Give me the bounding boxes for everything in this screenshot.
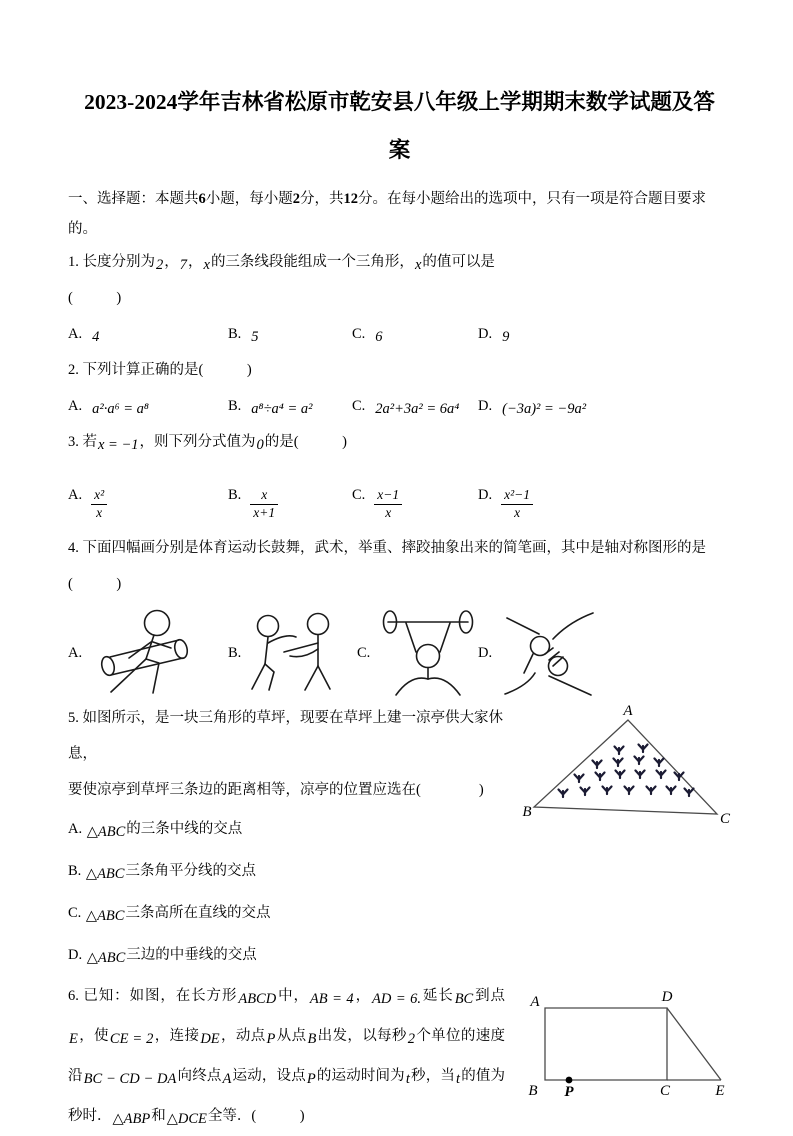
q3-stem: 3. 若x = −1，则下列分式值为0的是( ) xyxy=(68,434,347,453)
vertex-label-d: D xyxy=(661,989,673,1005)
option-label: D. xyxy=(478,326,493,342)
q5-option-b xyxy=(68,850,513,892)
option-content: △ABC三条角平分线的交点 xyxy=(85,863,256,882)
drum-dance-figure xyxy=(87,608,213,698)
option-content: $\frac{\text{x²}}{x}$ xyxy=(91,479,107,512)
q3-option-b xyxy=(228,479,352,520)
vertex-label-b: B xyxy=(528,1083,538,1099)
q2-options xyxy=(68,388,731,424)
q2-option-b xyxy=(228,388,352,424)
title-line-1: 2023-2024学年吉林省松原市乾安县八年级上学期期末数学试题及答 xyxy=(84,90,715,114)
q1-options xyxy=(68,316,731,352)
title-line-2: 案 xyxy=(388,138,411,162)
q3-option-d xyxy=(478,479,731,520)
question-5 xyxy=(68,700,731,976)
q3-options xyxy=(68,460,731,530)
option-label: C. xyxy=(68,905,82,921)
option-label: B. xyxy=(228,644,242,661)
option-label: B. xyxy=(68,863,82,879)
option-content: $\frac{x-1}{x}$ xyxy=(374,479,402,512)
option-content: △ABC三条高所在直线的交点 xyxy=(85,905,271,924)
q5-figure-column xyxy=(513,700,731,976)
q6-figure-column xyxy=(505,976,731,1136)
grass-tufts xyxy=(559,745,694,798)
question-2 xyxy=(68,352,731,424)
option-content: a⁸÷a⁴ = a² xyxy=(251,401,313,417)
option-content: $\frac{x}{x+1}$ xyxy=(250,479,278,512)
question-6 xyxy=(68,976,731,1136)
option-label: A. xyxy=(68,398,83,414)
q1-option-d xyxy=(478,316,731,352)
martial-arts-figure xyxy=(246,609,350,697)
vertex-label-e: E xyxy=(715,1083,725,1099)
q4-stem: 4. 下面四幅画分别是体育运动长鼓舞，武术，举重、摔跤抽象出来的简笔画，其中是轴对称图形的是 xyxy=(68,540,706,556)
option-label: D. xyxy=(478,398,493,414)
option-content: a²·a⁶ = a⁸ xyxy=(92,401,149,417)
option-content: 4 xyxy=(92,329,100,345)
option-label: A. xyxy=(68,644,83,661)
option-label: C. xyxy=(352,326,366,342)
q6-stem: 6. 已知：如图，在长方形ABCD中，AB = 4，AD = 6.延长BC到点E，使CE = 2，连接DE，动点P从点B出发，以每秒2个单位的速度沿BC − CD − DA向终点A运动，设点P的运动时间为t秒，当t的值为秒时．△ABP和△DCE全等．( ) xyxy=(68,988,506,1127)
q4-option-a xyxy=(68,606,228,700)
q5-text-column xyxy=(68,700,513,976)
q5-option-d xyxy=(68,934,513,976)
point-p-dot xyxy=(566,1077,573,1084)
page-title xyxy=(68,78,731,174)
q3-option-c xyxy=(352,479,478,520)
option-label: D. xyxy=(478,644,493,661)
q5-stem-line-2: 要使凉亭到草坪三条边的距离相等，凉亭的位置应选在( ) xyxy=(68,782,484,798)
option-label: A. xyxy=(68,326,83,342)
option-label: B. xyxy=(228,326,242,342)
option-content: 5 xyxy=(251,329,259,345)
q2-option-c xyxy=(352,388,478,424)
vertex-label-c: C xyxy=(659,1083,671,1099)
point-label-p: P xyxy=(564,1084,574,1100)
q5-stem-line-1: 5. 如图所示，是一块三角形的草坪，现要在草坪上建一凉亭供大家休息， xyxy=(68,710,503,762)
option-content: 9 xyxy=(502,329,510,345)
option-content: △ABC三边的中垂线的交点 xyxy=(86,947,257,966)
q2-stem: 2. 下列计算正确的是( ) xyxy=(68,362,252,378)
section-header: 一、选择题：本题共6小题，每小题2分，共12分。在每小题给出的选项中，只有一项是符合题目要求的。 xyxy=(68,191,706,237)
q1-option-b xyxy=(228,316,352,352)
vertex-label-c: C xyxy=(719,811,731,827)
q4-option-b xyxy=(228,606,352,700)
option-label: C. xyxy=(357,644,371,661)
weightlifting-figure xyxy=(375,609,479,697)
q4-answer-bracket: ( ) xyxy=(68,576,122,592)
question-3 xyxy=(68,424,731,530)
option-content: 6 xyxy=(375,329,383,345)
triangle-lawn-figure xyxy=(521,704,731,830)
q4-options xyxy=(68,606,731,700)
vertex-label-a: A xyxy=(623,703,633,719)
q3-option-a xyxy=(68,479,228,520)
q1-answer-bracket: ( ) xyxy=(68,290,122,306)
option-label: B. xyxy=(228,398,242,414)
option-label: D. xyxy=(478,487,493,504)
q5-option-a xyxy=(68,808,513,850)
option-content: △ABC的三条中线的交点 xyxy=(86,821,243,840)
option-label: A. xyxy=(68,487,83,504)
q1-option-c xyxy=(352,316,478,352)
q2-option-d xyxy=(478,388,731,424)
question-4 xyxy=(68,530,731,700)
q4-option-d xyxy=(478,606,731,700)
option-label: C. xyxy=(352,487,366,504)
q4-option-c xyxy=(352,606,478,700)
vertex-label-b: B xyxy=(522,804,532,820)
option-content: (−3a)² = −9a² xyxy=(502,401,587,417)
option-content: 2a²+3a² = 6a⁴ xyxy=(375,401,460,417)
option-label: D. xyxy=(68,947,83,963)
option-content: $\frac{\text{x²−1}}{x}$ xyxy=(501,479,533,512)
question-1 xyxy=(68,244,731,352)
q1-option-a xyxy=(68,316,228,352)
option-label: C. xyxy=(352,398,366,414)
q5-option-c xyxy=(68,892,513,934)
option-label: B. xyxy=(228,487,242,504)
rectangle-abcd-figure xyxy=(519,982,731,1100)
wrestling-figure xyxy=(497,609,597,697)
q1-stem: 1. 长度分别为2，7，x的三条线段能组成一个三角形，x的值可以是 xyxy=(68,254,495,273)
vertex-label-a: A xyxy=(530,994,540,1010)
option-label: A. xyxy=(68,821,83,837)
q2-option-a xyxy=(68,388,228,424)
